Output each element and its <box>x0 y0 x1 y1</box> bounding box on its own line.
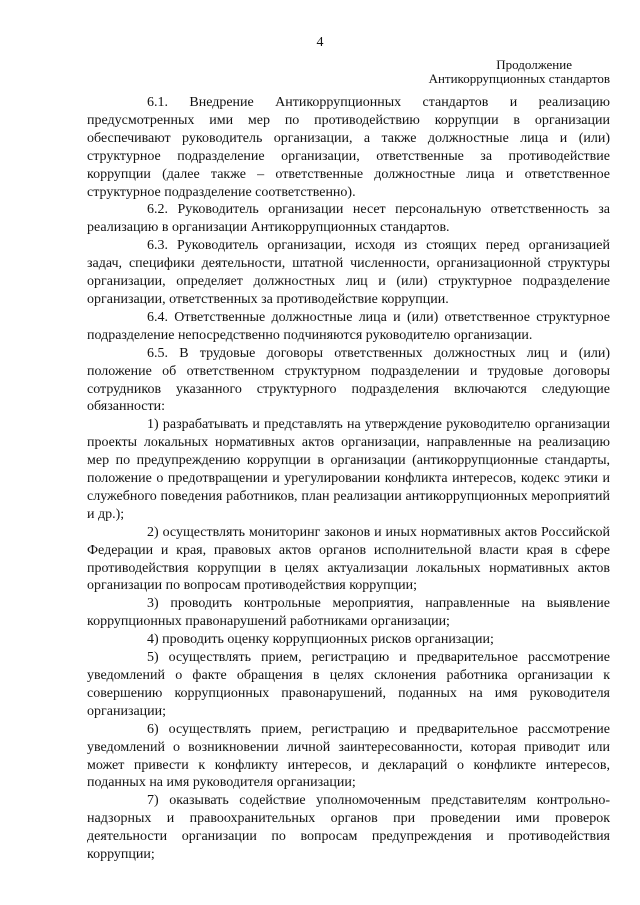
paragraph-6-2: 6.2. Руководитель организации несет персональную ответственность за реализацию в организации Антикоррупционных стандартов. <box>87 202 610 236</box>
document-body <box>87 94 610 864</box>
continuation-header <box>429 58 610 86</box>
continuation-label: Продолжение <box>496 57 572 72</box>
list-item-5: 5) осуществлять прием, регистрацию и предварительное рассмотрение уведомлений о факте обращения в целях склонения работника организации к совершению коррупционных правонарушений, поданных на имя руководителя организации; <box>87 650 610 719</box>
paragraph-6-5: 6.5. В трудовые договоры ответственных должностных лиц и (или) положение об ответственном структурном подразделении и трудовые договоры сотрудников указанного структурного подразделения включаются следующие обязанности: <box>87 345 610 415</box>
list-item-3: 3) проводить контрольные мероприятия, направленные на выявление коррупционных правонарушений работниками организации; <box>87 596 610 630</box>
page-number: 4 <box>316 35 324 50</box>
list-item-7: 7) оказывать содействие уполномоченным представителям контрольно-надзорных и правоохранительных органов при проведении ими проверок деятельности организации по вопросам предупреждения и противодействия коррупции; <box>87 793 610 863</box>
list-item-1: 1) разрабатывать и представлять на утверждение руководителю организации проекты локальных нормативных актов организации, направленные на реализацию мер по предупреждению коррупции в организации (антикоррупционные стандарты, положение о предотвращении и урегулировании конфликта интересов, кодекс этики и служебного поведения работников, план реализации антикоррупционных мероприятий и др.); <box>87 417 610 522</box>
list-item-2: 2) осуществлять мониторинг законов и иных нормативных актов Российской Федерации и края, правовых актов органов исполнительной власти края в сфере противодействия коррупции в целях актуализации локальных нормативных актов организации по вопросам противодействия коррупции; <box>87 524 610 594</box>
list-item-4: 4) проводить оценку коррупционных рисков организации; <box>147 632 494 648</box>
continuation-document-title: Антикоррупционных стандартов <box>428 71 610 86</box>
paragraph-6-4: 6.4. Ответственные должностные лица и (или) ответственное структурное подразделение непосредственно подчиняются руководителю организации. <box>87 309 610 343</box>
paragraph-6-3: 6.3. Руководитель организации, исходя из стоящих перед организацией задач, специфики деятельности, штатной численности, организационной структуры организации, определяет должностных лиц и (или) структурное подразделение организации, ответственных за противодействие коррупции. <box>87 238 610 307</box>
paragraph-6-1: 6.1. Внедрение Антикоррупционных стандартов и реализацию предусмотренных ими мер по противодействию коррупции в организации обеспечивают руководитель организации, а также должностные лица и (или) структурное подразделение организации, ответственные за противодействие коррупции (далее также – ответственные должностные лица и ответственное структурное подразделение соответственно). <box>87 95 610 200</box>
list-item-6: 6) осуществлять прием, регистрацию и предварительное рассмотрение уведомлений о возникновении личной заинтересованности, которая приводит или может привести к конфликту интересов, и деклараций о конфликте интересов, поданных на имя руководителя организации; <box>87 721 610 791</box>
